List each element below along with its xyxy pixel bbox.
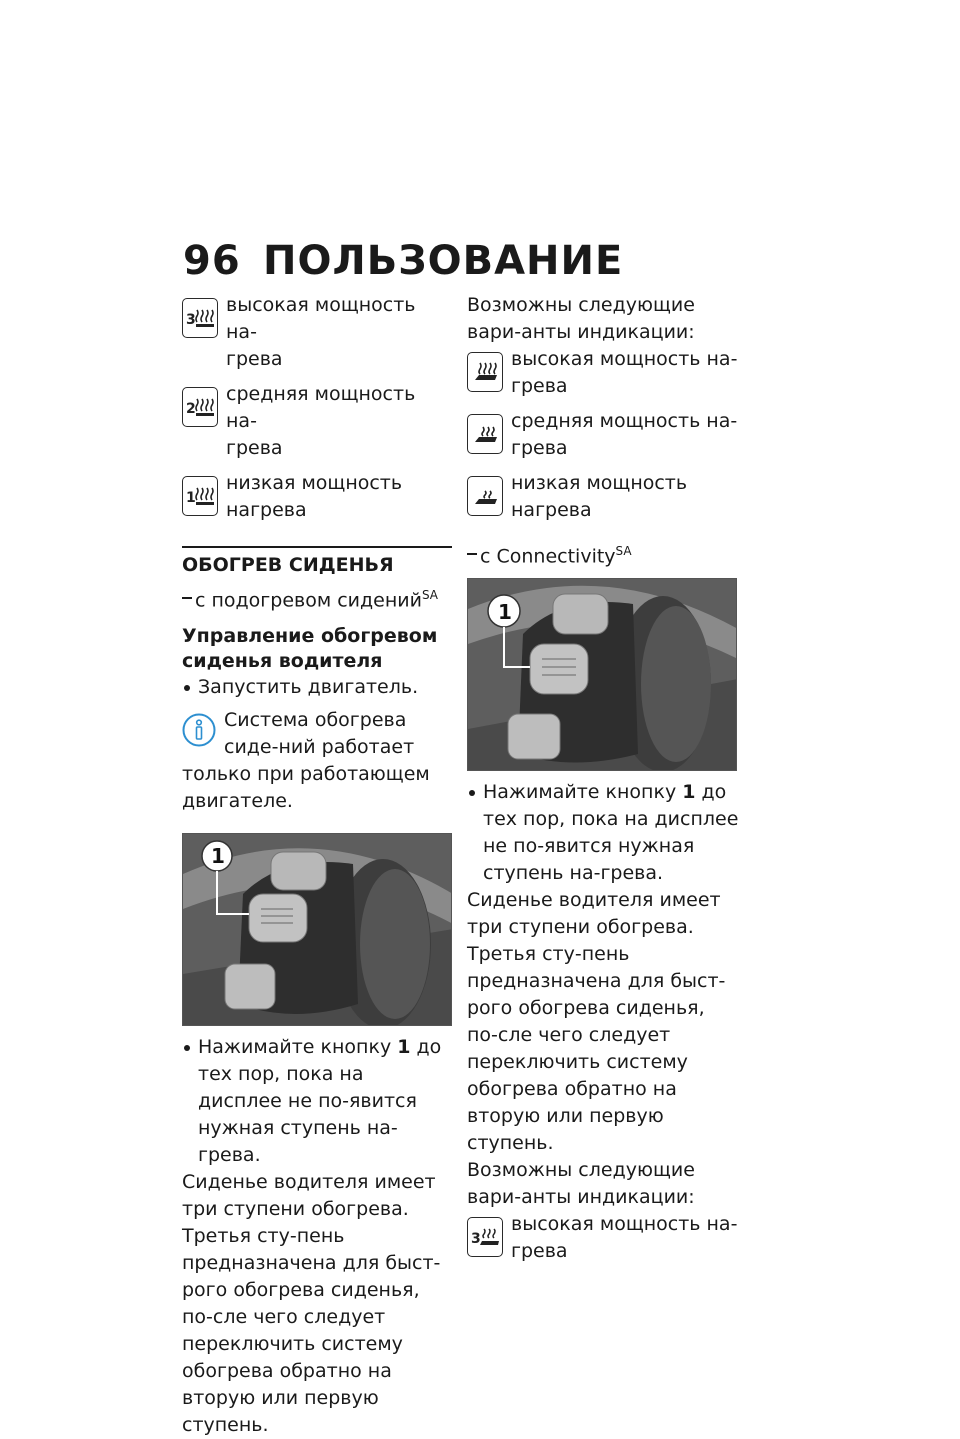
dash [467, 553, 477, 555]
svg-text:2: 2 [186, 401, 196, 417]
dash [182, 597, 192, 599]
page-number: 96 [183, 238, 241, 284]
indicator-label: низкая мощность нагрева [226, 472, 403, 521]
seat-heat-low-icon [467, 476, 503, 516]
indicator-row [467, 408, 739, 462]
seat-heat-level-1-icon [182, 476, 218, 516]
photo-callout: 1 [498, 600, 512, 625]
condition-text: с подогревом сидений [195, 589, 422, 612]
bullet-text: до тех пор, пока на дисплее не по-явится нужная ступень на-грева. [198, 1036, 442, 1167]
note-text: Система обогрева сиде-ний работает только при работающем двигателе. [182, 709, 430, 813]
bullet-text: до тех пор, пока на дисплее не по-явится нужная ступень на-грева. [483, 781, 739, 885]
indicator-row [182, 292, 452, 373]
indicator-row [467, 470, 739, 524]
section-title: ОБОГРЕВ СИДЕНЬЯ [182, 546, 452, 578]
bullet-item [182, 1034, 452, 1169]
button-ref: 1 [397, 1036, 411, 1059]
condition-sup: SA [615, 544, 632, 558]
left-column [182, 292, 452, 1439]
paragraph: Возможны следующие вари-анты индикации: [467, 294, 695, 343]
indicator-row [182, 470, 452, 524]
photo-callout: 1 [211, 844, 225, 869]
condition-line [182, 582, 452, 614]
paragraph: Сиденье водителя имеет три ступени обогрева. Третья сту-пень предназначена для быст-рого обогрева сиденья, по-сле чего следует переключить систему обогрева обратно на вторую или первую ступень. [182, 1171, 441, 1437]
page-header [183, 238, 623, 284]
seat-heat-level-3-icon [467, 1217, 503, 1257]
handlebar-photo [467, 578, 737, 771]
indicator-label: средняя мощность на- грева [511, 410, 738, 459]
bullet-text: Нажимайте кнопку [483, 781, 683, 804]
indicator-row [467, 346, 739, 400]
condition-sup: SA [421, 588, 439, 602]
page-title: ПОЛЬЗОВАНИЕ [263, 238, 624, 284]
seat-heat-level-3-icon [182, 298, 218, 338]
button-ref: 1 [682, 781, 696, 804]
bullet-item: Запустить двигатель. [182, 674, 452, 701]
handlebar-photo [182, 833, 452, 1026]
seat-heat-high-icon [467, 352, 503, 392]
bullet-item [467, 779, 739, 887]
right-column [467, 292, 739, 1273]
indicator-label: низкая мощность нагрева [511, 472, 688, 521]
info-note [182, 707, 452, 815]
indicator-row [182, 381, 452, 462]
info-icon [182, 713, 216, 747]
svg-text:1: 1 [186, 490, 196, 506]
svg-text:3: 3 [471, 1231, 481, 1248]
condition-text: с Connectivity [480, 545, 616, 568]
svg-text:3: 3 [186, 312, 196, 328]
indicator-label: высокая мощность на- грева [511, 348, 738, 397]
indicator-label: высокая мощность на- грева [226, 294, 416, 370]
paragraph: Возможны следующие вари-анты индикации: [467, 1159, 695, 1209]
indicator-label: средняя мощность на- грева [226, 383, 416, 459]
subheading: Управление обогревом сиденья водителя [182, 625, 438, 673]
condition-line [467, 538, 739, 570]
indicator-label: высокая мощность на- грева [511, 1213, 738, 1263]
seat-heat-medium-icon [467, 414, 503, 454]
seat-heat-level-2-icon [182, 387, 218, 427]
bullet-text: Нажимайте кнопку [198, 1036, 398, 1059]
paragraph: Сиденье водителя имеет три ступени обогрева. Третья сту-пень предназначена для быст-рого обогрева сиденья, по-сле чего следует переключить систему обогрева обратно на вторую или первую ступень. [467, 889, 726, 1155]
indicator-row [467, 1211, 739, 1265]
